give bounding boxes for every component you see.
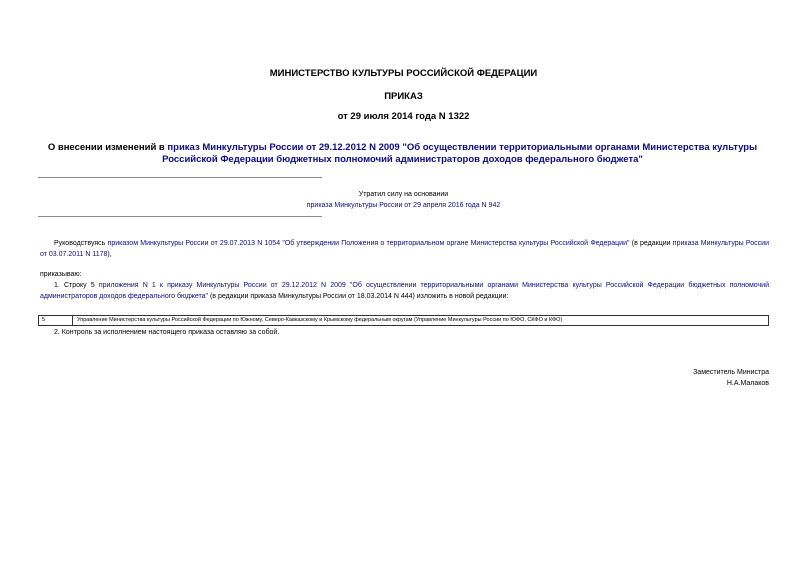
title-link[interactable]: приказ Минкультуры России от 29.12.2012 N 2009 "Об осуществлении территориальными органами Министерства культуры Российской Федерации бюджетных полномочий администраторов доходов федерального бюджета" — [162, 142, 758, 165]
table-row-number: 5 — [39, 316, 73, 325]
item-1-paragraph — [40, 281, 769, 302]
preamble-link-1[interactable]: приказом Минкультуры России от 29.07.2013 N 1054 "Об утверждении Положения о территориальном органе Министерства культуры Российской Федерации" — [107, 240, 630, 247]
document-title — [36, 142, 769, 166]
preamble-paragraph — [40, 239, 769, 260]
document-type: ПРИКАЗ — [384, 91, 423, 102]
item-2-paragraph: 2. Контроль за исполнением настоящего приказа оставляю за собой. — [54, 329, 280, 336]
bottom-divider — [38, 216, 322, 217]
table-row-text: Управление Министерства культуры Российской Федерации по Южному, Северо-Кавказскому и Крымскому федеральным округам (Управление Минкультуры России по ЮФО, СКФО и КФО) — [77, 317, 563, 323]
lost-force-link[interactable]: приказа Минкультуры России от 29 апреля 2016 года N 942 — [306, 202, 501, 209]
order-word: приказываю: — [40, 271, 82, 278]
top-divider — [38, 177, 322, 178]
item-1-text-1: 1. Строку 5 — [54, 282, 99, 289]
preamble-text-1: Руководствуясь — [54, 240, 108, 247]
item-1-text-2: (в редакции приказа Минкультуры России от 18.03.2014 N 444) изложить в новой редакции: — [208, 292, 509, 300]
document-date-number: от 29 июля 2014 года N 1322 — [337, 111, 470, 122]
signature-name: Н.А.Малаков — [726, 380, 769, 387]
preamble-link-2[interactable]: приказа Минкультуры России от 03.07.2011 N 1178 — [40, 240, 769, 258]
signature-position: Заместитель Министра — [693, 369, 769, 376]
title-prefix: О внесении изменений в — [47, 142, 168, 153]
ministry-heading: МИНИСТЕРСТВО КУЛЬТУРЫ РОССИЙСКОЙ ФЕДЕРАЦИИ — [269, 68, 538, 79]
preamble-text-2: (в редакции — [629, 240, 673, 247]
item-1-link[interactable]: приложения N 1 к приказу Минкультуры России от 29.12.2012 N 2009 "Об осуществлении территориальными органами Министерства культуры Российской Федерации бюджетных полномочий администраторов доходов федерального бюджета" — [40, 282, 769, 300]
preamble-text-3: ), — [107, 250, 112, 258]
amendment-table — [38, 315, 769, 326]
lost-force-note: Утратил силу на основании — [358, 191, 449, 198]
